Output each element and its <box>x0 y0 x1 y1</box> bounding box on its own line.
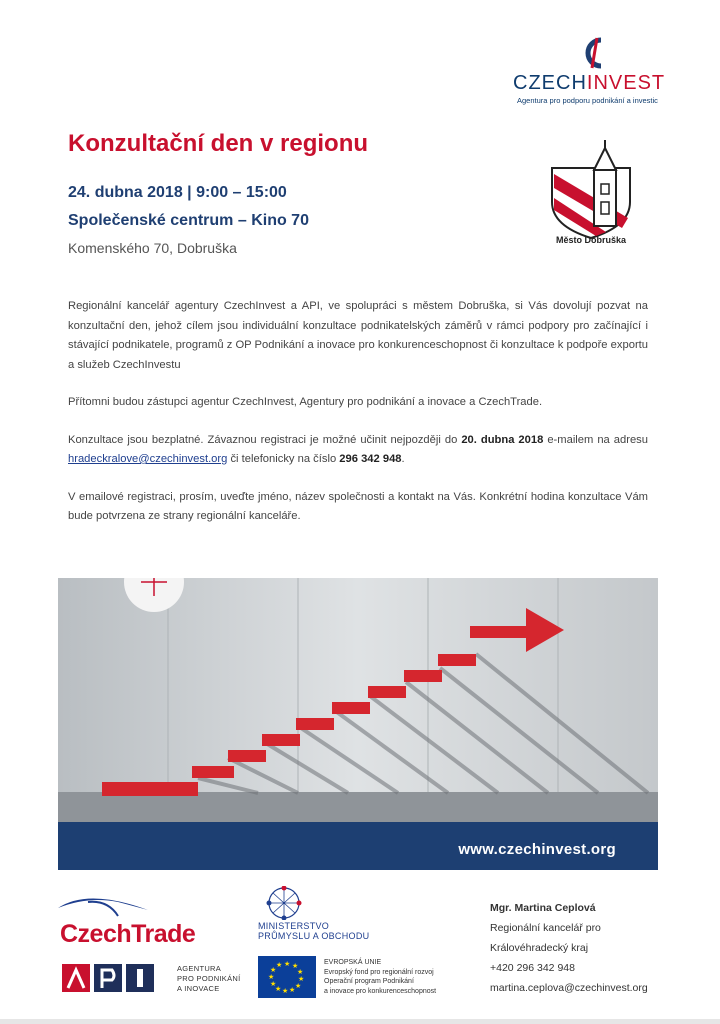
eu-caption: EVROPSKÁ UNIE Evropský fond pro regionální rozvoj Operační program Podnikání a inovace pro konkurenceschopnost <box>324 959 437 995</box>
page-bottom-border <box>0 1019 720 1024</box>
mpo-logo <box>258 886 418 946</box>
registration-phone: 296 342 948 <box>339 453 402 465</box>
svg-text:★: ★ <box>270 980 277 988</box>
eu-logo <box>258 956 458 1000</box>
svg-text:★: ★ <box>298 975 305 983</box>
paragraph-registration: Konzultace jsou bezplatné. Závaznou registraci je možné učinit nejpozději do 20. dubna 2018 e-mailem na adresu hradeckralove@czechinvest.org či telefonicky na číslo 296 342 948. <box>68 433 648 465</box>
czechtrade-wordmark: CzechTrade <box>60 920 196 948</box>
svg-text:★: ★ <box>284 960 291 968</box>
svg-text:★: ★ <box>297 968 304 976</box>
crest-label: Město Dobruška <box>555 235 626 245</box>
globe-swoosh-icon <box>58 888 158 922</box>
contact-role-line-2: Královéhradecký kraj <box>490 942 589 954</box>
paragraph-instructions: V emailové registraci, prosím, uveďte jméno, název společnosti a kontakt na Vás. Konkrétní hodina konzultace Vám bude potvrzena ze strany regionální kanceláře. <box>68 490 648 522</box>
registration-email-link[interactable]: hradeckralove@czechinvest.org <box>68 453 228 465</box>
banner-url-link[interactable]: www.czechinvest.org <box>458 841 616 858</box>
invitation-body <box>68 297 648 545</box>
event-date-time: 24. dubna 2018 | 9:00 – 15:00 <box>68 184 287 201</box>
czechinvest-mark-icon <box>579 36 609 70</box>
svg-text:★: ★ <box>295 982 302 990</box>
stairs-banner-image <box>58 578 658 870</box>
api-letters-icon <box>62 964 162 992</box>
contact-email-link[interactable]: martina.ceplova@czechinvest.org <box>490 982 648 994</box>
api-caption: AGENTURA PRO PODNIKÁNÍ A INOVACE <box>177 964 241 993</box>
paragraph-intro: Regionální kancelář agentury CzechInvest a API, ve spolupráci s městem Dobruška, si Vás dovolují pozvat na konzultační den, jehož cílem jsou individuální konzultace podnikatelských záměrů v rámci podpory pro začínající i stávající podnikatele, programů z OP Podnikání a inovace pro konkurenceschopnost či konzultace k podpoře exportu a služeb CzechInvestu <box>68 300 648 371</box>
czechinvest-logo <box>505 36 685 108</box>
api-logo <box>62 964 262 996</box>
contact-phone: +420 296 342 948 <box>490 962 575 974</box>
svg-text:★: ★ <box>276 961 283 969</box>
paragraph-attendees: Přítomni budou zástupci agentur CzechInvest, Agentury pro podnikání a inovace a CzechTrade. <box>68 396 543 408</box>
red-stairs-arrow-icon <box>58 578 658 870</box>
contact-block <box>490 898 648 998</box>
svg-text:★: ★ <box>289 986 296 994</box>
mpo-caption: MINISTERSTVO PRŮMYSLU A OBCHODU <box>258 921 370 941</box>
contact-role-line-1: Regionální kancelář pro <box>490 922 601 934</box>
mpo-network-icon <box>258 886 318 920</box>
czechinvest-wordmark: CZECHINVEST <box>513 72 666 94</box>
eu-flag-icon <box>258 956 316 998</box>
page-title: Konzultační den v regionu <box>68 130 369 157</box>
svg-text:★: ★ <box>292 962 299 970</box>
event-address: Komenského 70, Dobruška <box>68 240 237 256</box>
czechinvest-tagline: Agentura pro podporu podnikání a investic <box>517 96 658 105</box>
svg-text:★: ★ <box>282 987 289 995</box>
svg-text:★: ★ <box>268 973 275 981</box>
contact-name: Mgr. Martina Ceplová <box>490 902 596 914</box>
czechtrade-logo <box>58 888 198 950</box>
svg-text:★: ★ <box>275 985 282 993</box>
event-venue: Společenské centrum – Kino 70 <box>68 212 309 229</box>
registration-deadline: 20. dubna 2018 <box>461 433 544 446</box>
svg-text:★: ★ <box>270 966 277 974</box>
dobruska-crest-icon <box>546 140 636 248</box>
